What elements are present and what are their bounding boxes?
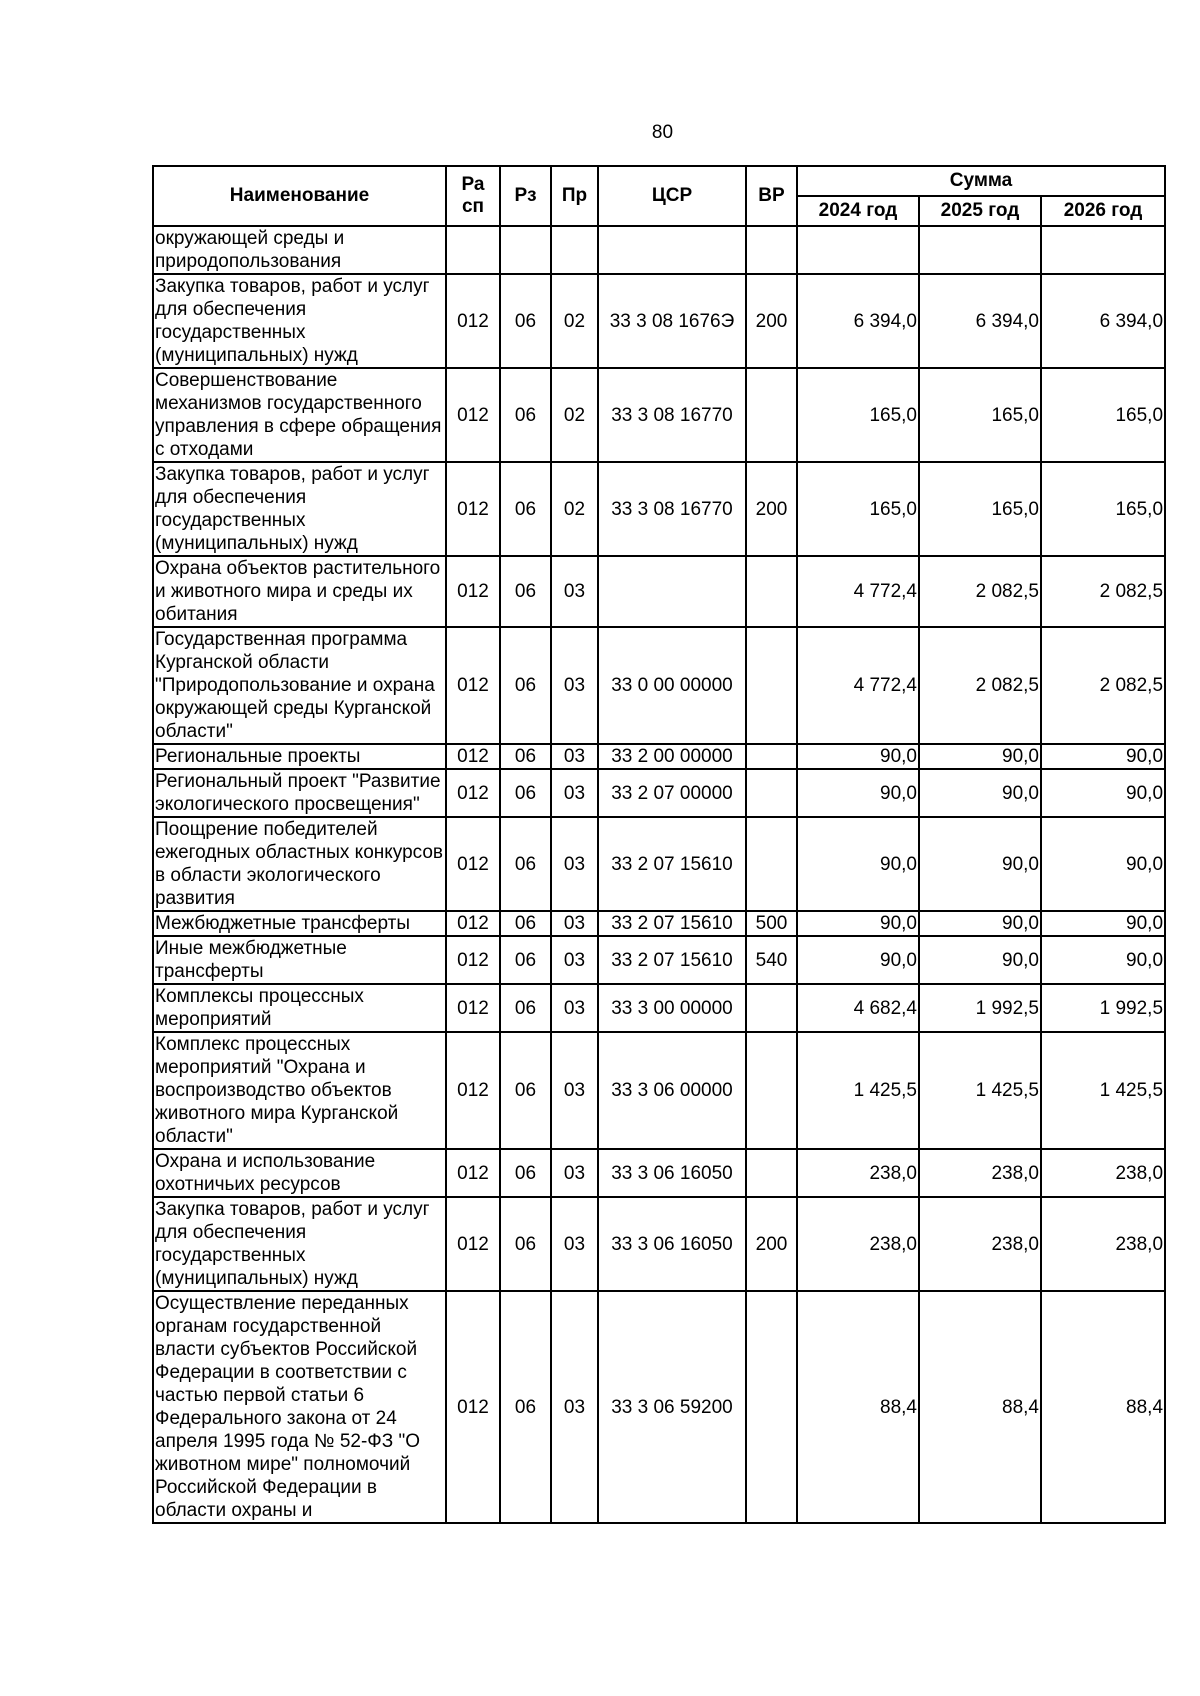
cell-sum-2024: 238,0 xyxy=(797,1197,919,1291)
budget-table xyxy=(152,165,1166,1524)
cell-csr: 33 3 08 16770 xyxy=(598,368,746,462)
cell-rasp: 012 xyxy=(446,1291,500,1523)
cell-sum-2025: 2 082,5 xyxy=(919,556,1041,627)
cell-name: Закупка товаров, работ и услуг для обеспечения государственных (муниципальных) нужд xyxy=(153,462,446,556)
cell-rasp: 012 xyxy=(446,769,500,817)
header-vr: ВР xyxy=(746,166,797,226)
cell-name: Поощрение победителей ежегодных областных конкурсов в области экологического развития xyxy=(153,817,446,911)
cell-vr xyxy=(746,984,797,1032)
cell-sum-2025: 90,0 xyxy=(919,744,1041,769)
cell-vr xyxy=(746,556,797,627)
cell-name: Иные межбюджетные трансферты xyxy=(153,936,446,984)
cell-rasp: 012 xyxy=(446,936,500,984)
table-row xyxy=(153,817,1165,911)
cell-rz: 06 xyxy=(500,744,551,769)
table-row xyxy=(153,1149,1165,1197)
cell-rz: 06 xyxy=(500,556,551,627)
cell-name: Региональные проекты xyxy=(153,744,446,769)
cell-csr xyxy=(598,556,746,627)
cell-rasp: 012 xyxy=(446,627,500,744)
cell-sum-2026: 238,0 xyxy=(1041,1197,1165,1291)
cell-rz: 06 xyxy=(500,1032,551,1149)
cell-csr: 33 3 08 1676Э xyxy=(598,274,746,368)
cell-vr xyxy=(746,744,797,769)
cell-rasp: 012 xyxy=(446,274,500,368)
cell-sum-2026: 90,0 xyxy=(1041,744,1165,769)
cell-name: Комплекс процессных мероприятий "Охрана и воспроизводство объектов животного мира Курганской области" xyxy=(153,1032,446,1149)
cell-pr: 03 xyxy=(551,936,598,984)
cell-name: Осуществление переданных органам государственной власти субъектов Российской Федерации в соответствии с частью первой статьи 6 Федерального закона от 24 апреля 1995 года № 52-ФЗ "О животном мире" полномочий Российской Федерации в области охраны и xyxy=(153,1291,446,1523)
cell-sum-2024: 90,0 xyxy=(797,769,919,817)
cell-rasp: 012 xyxy=(446,368,500,462)
cell-csr: 33 2 07 15610 xyxy=(598,936,746,984)
cell-rz: 06 xyxy=(500,1149,551,1197)
header-2026: 2026 год xyxy=(1041,196,1165,226)
cell-pr: 03 xyxy=(551,911,598,936)
cell-sum-2024: 90,0 xyxy=(797,936,919,984)
cell-sum-2026: 90,0 xyxy=(1041,769,1165,817)
table-row xyxy=(153,556,1165,627)
cell-sum-2025: 238,0 xyxy=(919,1197,1041,1291)
cell-sum-2024 xyxy=(797,226,919,274)
cell-csr: 33 2 07 15610 xyxy=(598,911,746,936)
cell-name: Совершенствование механизмов государственного управления в сфере обращения с отходами xyxy=(153,368,446,462)
cell-name: Комплексы процессных мероприятий xyxy=(153,984,446,1032)
cell-sum-2026: 90,0 xyxy=(1041,817,1165,911)
cell-sum-2024: 1 425,5 xyxy=(797,1032,919,1149)
header-name: Наименование xyxy=(153,166,446,226)
cell-csr: 33 2 07 00000 xyxy=(598,769,746,817)
cell-rasp: 012 xyxy=(446,1032,500,1149)
cell-name: Региональный проект "Развитие экологического просвещения" xyxy=(153,769,446,817)
cell-name: Государственная программа Курганской области "Природопользование и охрана окружающей среды Курганской области" xyxy=(153,627,446,744)
cell-sum-2025: 88,4 xyxy=(919,1291,1041,1523)
cell-vr: 540 xyxy=(746,936,797,984)
cell-vr: 200 xyxy=(746,462,797,556)
cell-sum-2025: 2 082,5 xyxy=(919,627,1041,744)
cell-rasp: 012 xyxy=(446,744,500,769)
cell-csr: 33 2 07 15610 xyxy=(598,817,746,911)
cell-sum-2025: 6 394,0 xyxy=(919,274,1041,368)
table-row xyxy=(153,936,1165,984)
cell-name: Закупка товаров, работ и услуг для обеспечения государственных (муниципальных) нужд xyxy=(153,1197,446,1291)
table-header xyxy=(153,166,1165,226)
table-row xyxy=(153,226,1165,274)
cell-sum-2026: 165,0 xyxy=(1041,368,1165,462)
cell-vr: 200 xyxy=(746,274,797,368)
header-pr: Пр xyxy=(551,166,598,226)
cell-sum-2025: 238,0 xyxy=(919,1149,1041,1197)
cell-rasp: 012 xyxy=(446,556,500,627)
cell-rz: 06 xyxy=(500,911,551,936)
cell-rz: 06 xyxy=(500,936,551,984)
cell-sum-2025: 90,0 xyxy=(919,936,1041,984)
cell-csr: 33 3 06 16050 xyxy=(598,1197,746,1291)
table-row xyxy=(153,769,1165,817)
cell-sum-2024: 90,0 xyxy=(797,744,919,769)
cell-rz: 06 xyxy=(500,1197,551,1291)
cell-csr: 33 3 06 00000 xyxy=(598,1032,746,1149)
cell-sum-2026: 1 992,5 xyxy=(1041,984,1165,1032)
cell-rasp: 012 xyxy=(446,984,500,1032)
cell-name: Охрана и использование охотничьих ресурсов xyxy=(153,1149,446,1197)
header-sum: Сумма xyxy=(797,166,1165,196)
cell-sum-2026: 2 082,5 xyxy=(1041,556,1165,627)
header-rz: Рз xyxy=(500,166,551,226)
table-row xyxy=(153,368,1165,462)
cell-rz: 06 xyxy=(500,462,551,556)
cell-sum-2026: 238,0 xyxy=(1041,1149,1165,1197)
table-row xyxy=(153,1032,1165,1149)
cell-sum-2025 xyxy=(919,226,1041,274)
table-row xyxy=(153,1291,1165,1523)
cell-name: Межбюджетные трансферты xyxy=(153,911,446,936)
table-row xyxy=(153,984,1165,1032)
cell-rasp: 012 xyxy=(446,911,500,936)
cell-csr: 33 3 00 00000 xyxy=(598,984,746,1032)
cell-vr xyxy=(746,627,797,744)
cell-sum-2024: 90,0 xyxy=(797,911,919,936)
cell-vr xyxy=(746,1291,797,1523)
cell-sum-2026: 1 425,5 xyxy=(1041,1032,1165,1149)
header-csr: ЦСР xyxy=(598,166,746,226)
cell-pr: 03 xyxy=(551,1197,598,1291)
cell-rz: 06 xyxy=(500,368,551,462)
cell-rz: 06 xyxy=(500,817,551,911)
table-row xyxy=(153,744,1165,769)
cell-pr: 02 xyxy=(551,368,598,462)
cell-sum-2026: 165,0 xyxy=(1041,462,1165,556)
table-row xyxy=(153,274,1165,368)
cell-pr: 03 xyxy=(551,1032,598,1149)
cell-rz: 06 xyxy=(500,1291,551,1523)
cell-sum-2026 xyxy=(1041,226,1165,274)
cell-vr: 500 xyxy=(746,911,797,936)
cell-pr: 03 xyxy=(551,769,598,817)
cell-name: Закупка товаров, работ и услуг для обеспечения государственных (муниципальных) нужд xyxy=(153,274,446,368)
cell-rasp: 012 xyxy=(446,462,500,556)
cell-rz: 06 xyxy=(500,984,551,1032)
cell-pr: 03 xyxy=(551,984,598,1032)
cell-sum-2026: 88,4 xyxy=(1041,1291,1165,1523)
cell-vr xyxy=(746,817,797,911)
cell-vr xyxy=(746,769,797,817)
cell-rz xyxy=(500,226,551,274)
cell-sum-2024: 90,0 xyxy=(797,817,919,911)
cell-csr: 33 3 06 59200 xyxy=(598,1291,746,1523)
cell-rasp xyxy=(446,226,500,274)
cell-sum-2025: 90,0 xyxy=(919,817,1041,911)
cell-rz: 06 xyxy=(500,769,551,817)
cell-name: окружающей среды и природопользования xyxy=(153,226,446,274)
cell-csr xyxy=(598,226,746,274)
cell-sum-2024: 88,4 xyxy=(797,1291,919,1523)
cell-rz: 06 xyxy=(500,627,551,744)
cell-csr: 33 3 08 16770 xyxy=(598,462,746,556)
cell-rasp: 012 xyxy=(446,817,500,911)
cell-rz: 06 xyxy=(500,274,551,368)
cell-pr xyxy=(551,226,598,274)
cell-sum-2025: 90,0 xyxy=(919,769,1041,817)
cell-pr: 03 xyxy=(551,1291,598,1523)
cell-sum-2024: 165,0 xyxy=(797,368,919,462)
cell-pr: 03 xyxy=(551,627,598,744)
cell-vr xyxy=(746,1032,797,1149)
cell-sum-2024: 4 772,4 xyxy=(797,627,919,744)
cell-sum-2024: 4 682,4 xyxy=(797,984,919,1032)
cell-sum-2026: 90,0 xyxy=(1041,911,1165,936)
table-row xyxy=(153,911,1165,936)
cell-vr xyxy=(746,368,797,462)
cell-rasp: 012 xyxy=(446,1197,500,1291)
cell-sum-2025: 165,0 xyxy=(919,462,1041,556)
cell-vr xyxy=(746,226,797,274)
cell-vr: 200 xyxy=(746,1197,797,1291)
cell-sum-2026: 90,0 xyxy=(1041,936,1165,984)
cell-pr: 03 xyxy=(551,1149,598,1197)
cell-sum-2024: 4 772,4 xyxy=(797,556,919,627)
page-number: 80 xyxy=(651,122,674,143)
cell-pr: 02 xyxy=(551,274,598,368)
header-2025: 2025 год xyxy=(919,196,1041,226)
cell-name: Охрана объектов растительного и животного мира и среды их обитания xyxy=(153,556,446,627)
header-rasp: Ра сп xyxy=(446,166,500,226)
cell-vr xyxy=(746,1149,797,1197)
cell-sum-2024: 6 394,0 xyxy=(797,274,919,368)
cell-sum-2025: 1 992,5 xyxy=(919,984,1041,1032)
table-row xyxy=(153,1197,1165,1291)
cell-csr: 33 0 00 00000 xyxy=(598,627,746,744)
header-2024: 2024 год xyxy=(797,196,919,226)
cell-csr: 33 2 00 00000 xyxy=(598,744,746,769)
table-body xyxy=(153,226,1165,1523)
table-row xyxy=(153,627,1165,744)
cell-csr: 33 3 06 16050 xyxy=(598,1149,746,1197)
cell-sum-2025: 1 425,5 xyxy=(919,1032,1041,1149)
cell-pr: 03 xyxy=(551,744,598,769)
cell-sum-2024: 238,0 xyxy=(797,1149,919,1197)
cell-sum-2026: 6 394,0 xyxy=(1041,274,1165,368)
cell-pr: 03 xyxy=(551,556,598,627)
cell-pr: 03 xyxy=(551,817,598,911)
table-row xyxy=(153,462,1165,556)
cell-sum-2025: 165,0 xyxy=(919,368,1041,462)
cell-rasp: 012 xyxy=(446,1149,500,1197)
cell-pr: 02 xyxy=(551,462,598,556)
cell-sum-2026: 2 082,5 xyxy=(1041,627,1165,744)
cell-sum-2024: 165,0 xyxy=(797,462,919,556)
cell-sum-2025: 90,0 xyxy=(919,911,1041,936)
